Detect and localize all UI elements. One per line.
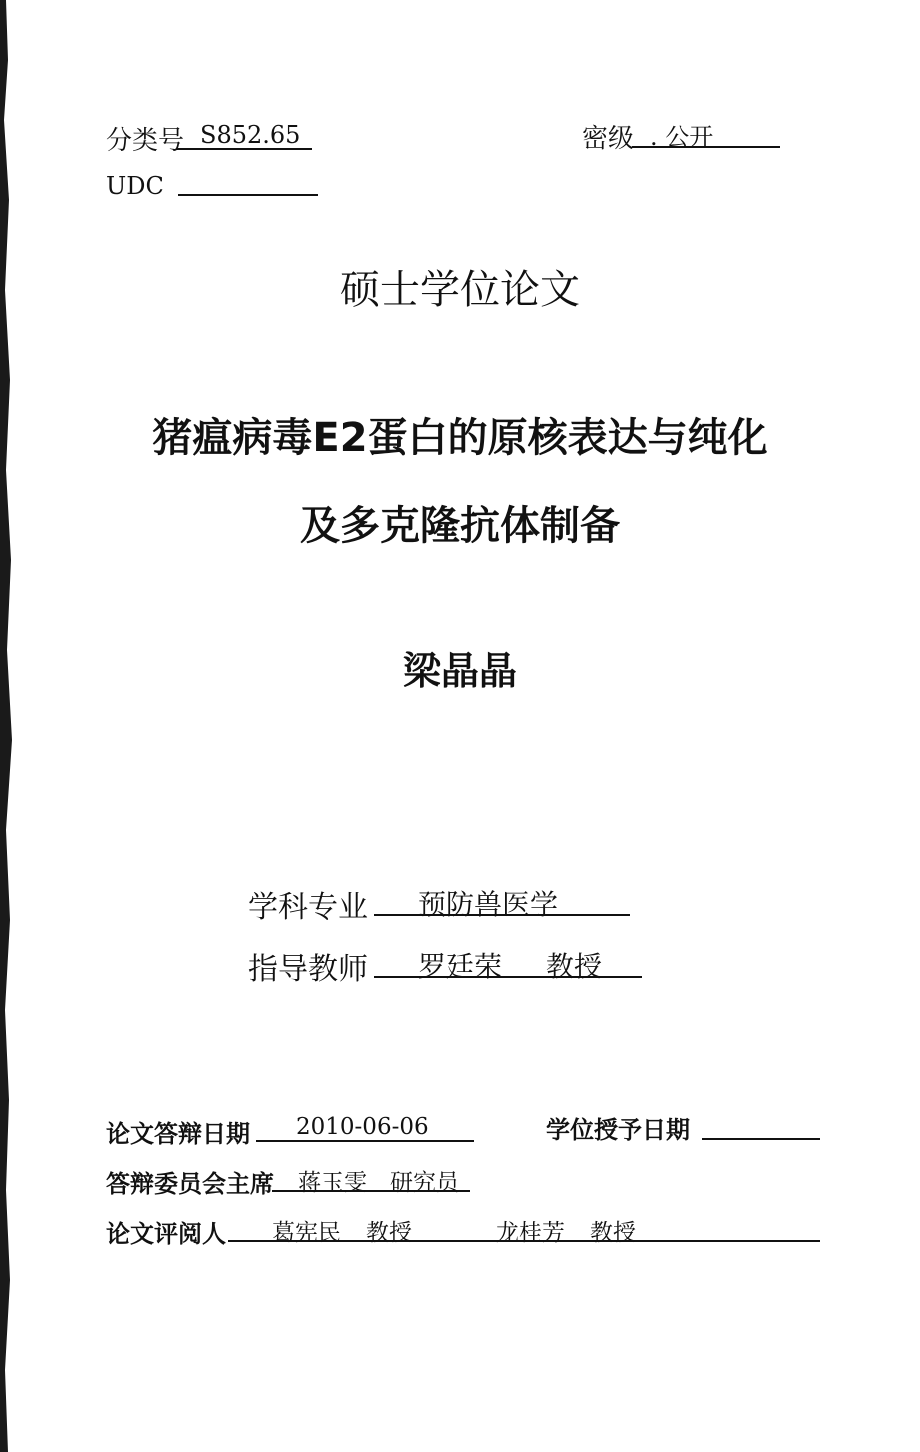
author-name: 梁晶晶 [402, 649, 517, 693]
thesis-title-line1: 猪瘟病毒E2蛋白的原核表达与纯化 [152, 415, 768, 461]
committee-chair-label: 答辩委员会主席 [106, 1169, 274, 1198]
major-label: 学科专业 [248, 890, 368, 925]
security-label: 密级 [582, 124, 635, 154]
classification-label: 分类号 [106, 126, 185, 156]
udc-label: UDC [106, 172, 164, 200]
reviewer-2-name: 龙桂芳 [496, 1220, 565, 1246]
scanned-page-edge [0, 0, 14, 1452]
udc-underline [178, 194, 318, 196]
degree-type: 硕士学位论文 [340, 267, 580, 313]
committee-chair-name: 蒋玉雯 [298, 1170, 367, 1196]
grant-date-underline [702, 1138, 820, 1140]
advisor-title: 教授 [546, 950, 603, 983]
reviewer-2-title: 教授 [590, 1220, 636, 1246]
security-value: . 公开 [650, 123, 714, 151]
major-value: 预防兽医学 [418, 888, 559, 921]
reviewer-1-name: 葛宪民 [272, 1220, 341, 1246]
defense-date-label: 论文答辩日期 [106, 1119, 250, 1148]
advisor-name: 罗廷荣 [418, 950, 503, 983]
grant-date-label: 学位授予日期 [546, 1115, 690, 1144]
classification-value: S852.65 [200, 121, 301, 149]
reviewers-label: 论文评阅人 [106, 1219, 226, 1248]
defense-date-value: 2010-06-06 [296, 1114, 429, 1140]
advisor-label: 指导教师 [248, 952, 368, 987]
reviewer-1-title: 教授 [366, 1220, 412, 1246]
thesis-title-line2: 及多克隆抗体制备 [300, 503, 620, 549]
committee-chair-title: 研究员 [390, 1170, 459, 1196]
defense-date-underline [256, 1140, 474, 1142]
